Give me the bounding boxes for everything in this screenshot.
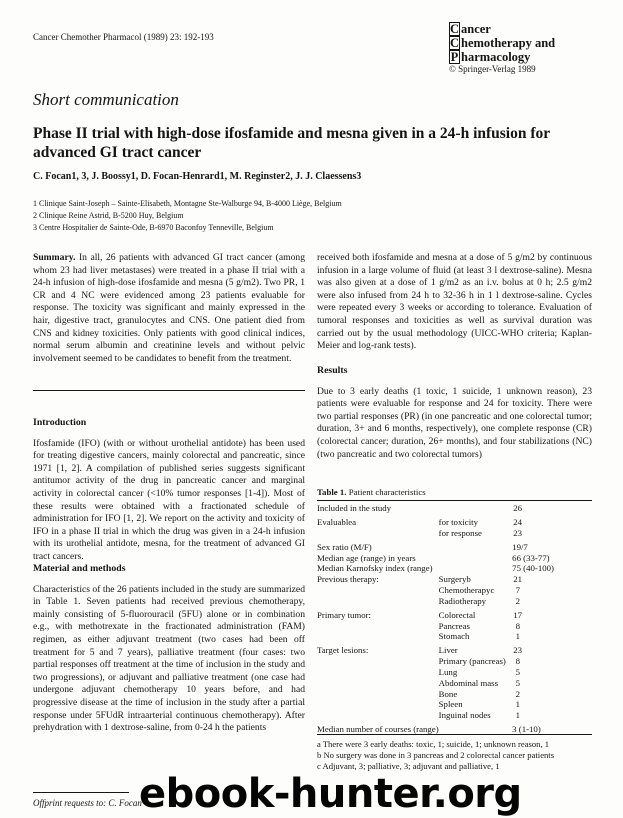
table-cell-value: 75 (40-100) [512, 563, 554, 574]
affiliation: 2 Clinique Reine Astrid, B-5200 Huy, Belgium [33, 211, 184, 220]
table-row [317, 621, 592, 632]
table-footnotes [317, 739, 592, 772]
table-cell-label: Primary tumor: [317, 609, 371, 620]
table-cell-label: Included in the study [317, 503, 392, 513]
table-cell-label: Median age (range) in years [317, 552, 416, 563]
table-row [317, 678, 592, 689]
results-section [317, 365, 592, 461]
table-cell-label: Inguinal nodes [438, 710, 491, 721]
summary-label: Summary. [33, 252, 76, 263]
table-row [317, 528, 592, 539]
table-row [317, 574, 592, 585]
table-cell-value: 3 (1-10) [512, 724, 541, 735]
table-cell-label [439, 721, 513, 735]
patient-characteristics-table [317, 503, 592, 735]
table-cell-label: Stomach [438, 631, 470, 642]
table-cell-label: for response [438, 527, 482, 538]
table-row [317, 607, 592, 621]
table-cell-label [317, 621, 439, 632]
table-row [317, 699, 592, 710]
introduction-text: Ifosfamide (IFO) (with or without urothelial antidote) has been used for treating digestive cancers, mainly colorectal and pancreatic, since 1971 [1, 2]. A compilation of published series suggests significant antitumor activity of the drug in pancreatic cancer and marginal activity in colorectal cancer (<10% tumor responses [1-4]). Most of these results were obtained with a fractionated schedule of administration for IFO [1, 2]. We report on the activity and toxicity of IFO in a phase II trial in which the drug was given in a 24-h infusion with its urothelial antidote, mesna, for the treatment of advanced GI tract cancers. [33, 437, 305, 562]
watermark: ebook-hunter.org [139, 771, 522, 817]
author-list: C. Focan1, 3, J. Boossy1, D. Focan-Henrard1, M. Reginster2, J. J. Claessens3 [33, 171, 362, 182]
journal-citation: Cancer Chemother Pharmacol (1989) 23: 192-193 [33, 32, 214, 42]
affiliation: 1 Clinique Saint-Joseph – Sainte-Elisabeth, Montagne Ste-Walburge 94, B-4000 Liège, Belgium [33, 199, 342, 208]
table-row [317, 721, 592, 735]
table-cell-value: 5 [515, 666, 520, 677]
results-heading: Results [317, 365, 348, 376]
table-cell-label: Lung [438, 666, 458, 677]
table-cell-label: Liver [438, 645, 458, 656]
table-cell-label [439, 539, 513, 553]
table-row [317, 503, 592, 514]
table-cell-label [317, 656, 439, 667]
table-cell-value: 23 [513, 527, 522, 538]
methods-heading: Material and methods [33, 563, 126, 574]
table-row [317, 710, 592, 721]
table-cell-value: 8 [515, 656, 520, 667]
introduction-section [33, 417, 305, 564]
table-cell-label [317, 678, 439, 689]
table-cell-label: for toxicity [438, 517, 478, 527]
summary-text: In all, 26 patients with advanced GI tract cancer (among whom 23 had liver metastases) were treated in a phase II trial with a 24-h infusion of high-dose ifosfamide and mesna (5 g/m2). Two PR, 1 CR and 4 NC were evidenced among 23 patients evaluable for response. The toxicity was significant and mainly expressed in the hair, digestive tract, granulocytes and CNS. One patient died from CNS and kidney toxicities. Only patients with good clinical indices, normal serum albumin and creatinine levels and without pelvic involvement seemed to be candidates to benefit from the treatment. [33, 252, 305, 364]
table-cell-value: 66 (33-77) [512, 552, 550, 563]
table-cell-label: Pancreas [438, 620, 470, 631]
table-row [317, 585, 592, 596]
table-cell-value: 17 [513, 609, 522, 620]
table-row [317, 596, 592, 607]
table-cell-label [317, 528, 439, 539]
table-cell-label [439, 553, 513, 564]
table-cell-label: Previous therapy: [317, 574, 379, 585]
table-cell-value: 5 [515, 677, 520, 688]
table-cell-label: Bone [438, 688, 458, 699]
summary-block [33, 252, 305, 365]
table-cell-label [439, 503, 513, 514]
table-cell-value: 2 [515, 595, 520, 606]
table-row [317, 642, 592, 656]
methods-continuation-text: received both ifosfamide and mesna at a dose of 5 g/m2 by continuous infusion in a large volume of fluid (at least 3 l dextrose-saline). Mesna was also given at a dose of 1 g/m2 as an i.v. bolus at 0 h; 2.5 g/m2 were also infused from 24 h to 32-36 h in 1 l dextrose-saline. Cycles were repeated every 3 weeks or according to tolerance. Evaluation of tumoral responses and toxicities as well as survival duration was carried out by the usual methodology (UICC-WHO criteria; Kaplan-Meier and log-rank tests). [317, 252, 592, 352]
table-cell-label [439, 563, 513, 574]
methods-continuation [317, 252, 592, 353]
table-cell-label [317, 689, 439, 700]
table-cell-value: 23 [513, 645, 522, 656]
table-row [317, 689, 592, 700]
affiliations [33, 198, 342, 234]
table-cell-label: Median Karnofsky index (range) [317, 563, 433, 574]
journal-logo [449, 22, 555, 64]
table-row [317, 539, 592, 553]
article-title: Phase II trial with high-dose ifosfamide and mesna given in a 24-h infusion for advanced GI tract cancer [33, 125, 550, 161]
table-cell-value: 2 [515, 688, 520, 699]
methods-text: Characteristics of the 26 patients included in the study are summarized in Table 1. Seven patients had received previous chemotherapy, mainly consisting of 5-fluorouracil (5FU) alone or in combination e.g., with methotrexate in the fractionated administration (FAM) regimen, as either adjuvant treatment (two cases had been off treatment for 5 and 7 years), palliative treatment (four cases: two partial responses off treatment at the time of inclusion in the study and two progressions), or adjuvant and palliative treatment (one case had undergone adjuvant chemotherapy 10 years before, and had progressive disease at the time of inclusion in the study after a partial response under 5FUdR intraarterial continuous chemotherapy). After prehydration with 1 dextrose-saline, from 0-24 h the patients [33, 583, 305, 734]
methods-section [33, 563, 305, 735]
journal-logo-line: C hemotherapy and [450, 36, 556, 50]
table-cell-value: 24 [513, 517, 522, 527]
publisher-copyright: © Springer-Verlag 1989 [449, 64, 536, 74]
table-cell-value: 1 [515, 710, 520, 721]
table-cell-label: Median number of courses (range) [317, 724, 439, 735]
table-row [317, 667, 592, 678]
table-cell-value: 7 [515, 584, 520, 595]
table-cell-label [317, 699, 439, 710]
journal-logo-line: C ancer [450, 22, 491, 36]
footnote-divider [33, 792, 129, 793]
table-footnote: c Adjuvant, 3; palliative, 3; adjuvant and palliative, 1 [317, 761, 500, 771]
table-row [317, 656, 592, 667]
table-row [317, 563, 592, 574]
table-row [317, 631, 592, 642]
table-cell-label: Primary (pancreas) [438, 656, 506, 667]
table-footnote: b No surgery was done in 3 pancreas and 2 colorectal cancer patients [317, 750, 555, 760]
introduction-heading: Introduction [33, 417, 87, 428]
table-cell-label: Chemotherapyc [438, 584, 495, 595]
table-cell-label [317, 596, 439, 607]
table-cell-label: Radiotherapy [438, 595, 487, 606]
table-row [317, 514, 592, 528]
results-text: Due to 3 early deaths (1 toxic, 1 suicide, 1 unknown reason), 23 patients were evaluable for response and 24 for toxicity. There were two partial responses (PR) (in one pancreatic and one colorectal tumor; duration, 3+ and 6 months, respectively), one complete response (CR) (colorectal cancer; duration, 26+ months), and four stabilizations (NC) (two pancreatic and two colorectal tumors) [317, 385, 592, 460]
table-cell-value: 19/7 [512, 541, 528, 552]
table-cell-label: Evaluablea [317, 517, 357, 527]
journal-logo-line: P harmacology [450, 50, 531, 64]
table-footnote: a There were 3 early deaths: toxic, 1; suicide, 1; unknown reason, 1 [317, 739, 550, 749]
offprint-note: Offprint requests to: C. Focan [33, 798, 142, 808]
table-cell-label [317, 631, 439, 642]
table-cell-value: 1 [515, 699, 520, 710]
table-caption: Table 1. Patient characteristics [317, 487, 426, 497]
table-row [317, 553, 592, 564]
affiliation: 3 Centre Hospitalier de Sainte-Ode, B-6970 Baconfoy Tenneville, Belgium [33, 223, 274, 232]
table-cell-label: Abdominal mass [438, 677, 499, 688]
table-cell-label [317, 667, 439, 678]
table-cell-label: Spleen [438, 699, 463, 710]
table-cell-value: 1 [515, 631, 520, 642]
summary-divider [33, 390, 305, 391]
table-top-rule [317, 500, 592, 501]
table-cell-label [317, 585, 439, 596]
table-cell-value: 26 [513, 503, 522, 513]
table-cell-label [317, 710, 439, 721]
table-cell-label: Colorectal [438, 609, 476, 620]
table-cell-label: Target lesions: [317, 645, 369, 656]
section-label: Short communication [33, 90, 179, 109]
table-cell-label: Sex ratio (M/F) [317, 541, 372, 552]
table-cell-value: 21 [513, 574, 522, 585]
table-cell-value: 8 [515, 620, 520, 631]
table-cell-label: Surgeryb [438, 574, 471, 585]
table-bottom-rule [317, 734, 592, 735]
